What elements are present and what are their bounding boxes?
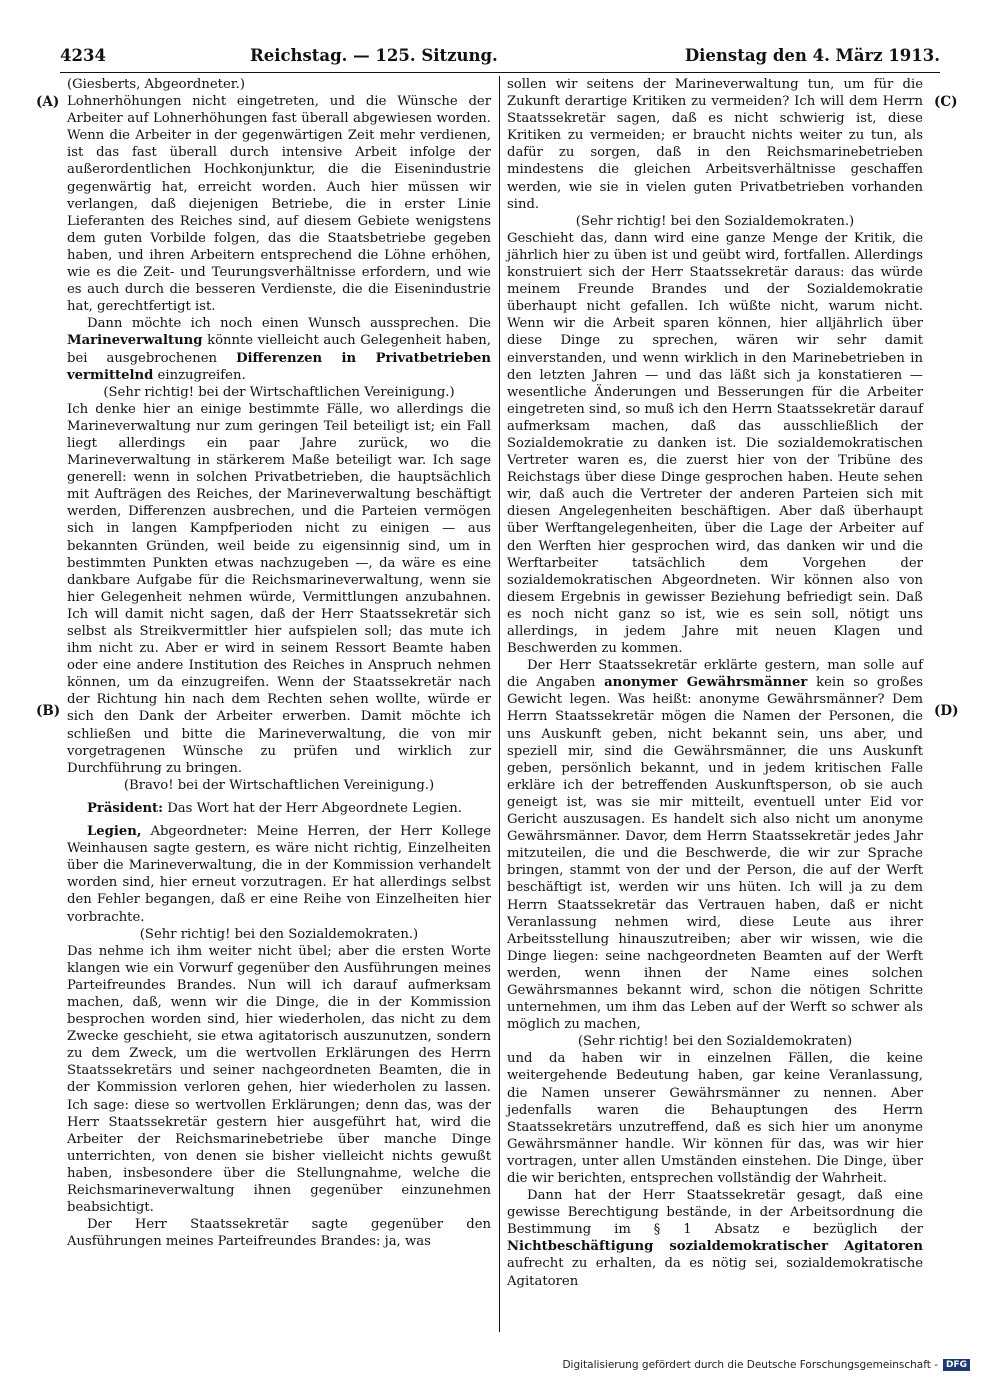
text-run: Der Herr Staatssekretär erklärte gestern, man solle auf die Angaben (507, 658, 923, 691)
column-divider (499, 76, 500, 1332)
text-run: Das Wort hat der Herr Abgeordnete Legien. (163, 800, 462, 816)
paragraph: Geschieht das, dann wird eine ganze Menge der Kritik, die jährlich hier zu üben ist und geübt wird, fortfallen. Allerdings konstruiert sich der Herr Staatssekretär daraus: das würde meinem Freunde Brandes und der Sozialdemokratie überhaupt nicht gefallen. Ich wüßte nicht, warum nicht. Wenn wir die Arbeit sparen können, hier alljährlich über diese Dinge zu sprechen, wären wir sehr damit einverstanden, und wenn wirklich in den Marinebetrieben in den letzten Jahren — und das läßt sich ja konstatieren — wesentliche Änderungen und Besserungen für die Arbeiter eingetreten sind, so muß ich den Herrn Staatssekretär darauf aufmerksam machen, daß das ausschließlich der Sozialdemokratie zu danken ist. Die sozialdemokratischen Vertreter waren es, die zuerst hier von der Tribüne des Reichstags über diese Dinge gesprochen haben. Heute sehen wir, daß auch die Vertreter der anderen Parteien sich mit diesen Angelegenheiten beschäftigen. Aber daß überhaupt über Werftangelegenheiten, über die Lage der Arbeiter auf den Werften hier gesprochen wird, das danken wir und die Werftarbeiter tatsächlich dem Vorgehen der sozialdemokratischen Abgeordneten. Wir können also von diesem Ergebnis in gewisser Beziehung befriedigt sein. Daß es noch nicht ganz so ist, wie es sein soll, nötigt uns allerdings, in jedem Jahre mit neuen Klagen und Beschwerden zu kommen. (507, 230, 923, 657)
speaker-label: Legien, (87, 824, 142, 840)
paragraph: und da haben wir in einzelnen Fällen, die keine weitergehende Bedeutung haben, gar keine Veranlassung, die Namen unserer Gewährsmänner zu nennen. Aber jedenfalls waren die Behauptungen des Herrn Staatssekretärs unzutreffend, daß es sich hier um anonyme Gewährsmänner handle. Wir können für das, was wir hier vortragen, unter allen Umständen einstehen. Die Dinge, über die wir berichten, entsprechen vollständig der Wahrheit. (507, 1051, 923, 1186)
page-header (60, 46, 940, 70)
paragraph (67, 823, 491, 926)
paragraph (67, 315, 491, 383)
page-number: 4234 (60, 46, 106, 65)
session-date: Dienstag den 4. März 1913. (684, 46, 940, 65)
margin-marker-c: (C) (934, 94, 958, 110)
interjection: (Sehr richtig! bei der Wirtschaftlichen Vereinigung.) (103, 384, 455, 400)
margin-marker-b: (B) (36, 703, 61, 719)
digitization-footer (562, 1359, 970, 1371)
text-run: Dann möchte ich noch einen Wunsch aussprechen. Die (87, 316, 491, 332)
president-statement (67, 800, 491, 817)
emphasis-text: Nichtbeschäftigung sozialdemokratischer Agitatoren (507, 1239, 923, 1255)
text-run: Abgeordneter: Meine Herren, der Herr Kollege Weinhausen sagte gestern, es wäre nicht richtig, Einzelheiten über die Marineverwaltung, die in der Kommission verhandelt worden sind, hier erneut vorzutragen. Er hat allerdings selbst den Fehler begangen, daß er eine Reihe von Einzelheiten hier vorbrachte. (67, 824, 491, 925)
margin-marker-a: (A) (36, 94, 60, 110)
paragraph (507, 657, 923, 1033)
paragraph (507, 1187, 923, 1290)
paragraph: Der Herr Staatssekretär sagte gegenüber den Ausführungen meines Parteifreundes Brandes: ja, was (67, 1217, 491, 1250)
text-run: könnte vielleicht auch Gelegenheit haben, bei ausgebrochenen (67, 333, 491, 366)
paragraph: Ich denke hier an einige bestimmte Fälle, wo allerdings die Marineverwaltung nur zum geringen Teil beteiligt ist; ein Fall liegt allerdings ein paar Jahre zurück, wo die Marineverwaltung in stärkerem Maße beteiligt war. Ich sage generell: wenn in solchen Privatbetrieben, die hauptsächlich mit Aufträgen des Reiches, der Marineverwaltung beschäftigt werden, Differenzen ausbrechen, und die Parteien vermögen sich in langen Kampfperioden nicht zu einigen — aus bekannten Gründen, weil beide zu eigensinnig sind, um in bestimmten Punkten etwas nachzugeben —, da wäre es eine dankbare Aufgabe für die Reichsmarineverwaltung, wenn sie hier Gelegenheit nehmen würde, Vermittlungen anzubahnen. Ich will damit nicht sagen, daß der Herr Staatssekretär sich selbst als Streikvermittler hier aufspielen soll; das mute ich ihm nicht zu. Aber er wird in seinem Ressort Beamte haben oder eine andere Institution des Reiches in Anspruch nehmen können, um da einzugreifen. Wenn der Staatssekretär nach der Richtung hin nach dem Rechten sehen wollte, würde er sich den Dank der Arbeiter erwerben. Damit möchte ich schließen und bitte die Marineverwaltung, die von mir vorgetragenen Wünsche zu prüfen und wirklich zur Durchführung zu bringen. (67, 401, 491, 776)
interjection: (Sehr richtig! bei den Sozialdemokraten.) (139, 926, 419, 942)
speaker-note: (Giesberts, Abgeordneter.) (67, 77, 245, 92)
text-run: Dann hat der Herr Staatssekretär gesagt, daß eine gewisse Berechtigung bestände, in der Arbeitsordnung die Bestimmung im § 1 Absatz e bezüglich der (507, 1188, 923, 1238)
left-column (67, 76, 491, 1250)
session-title: Reichstag. — 125. Sitzung. (250, 46, 498, 65)
footer-text: Digitalisierung gefördert durch die Deutsche Forschungsgemeinschaft - (562, 1359, 938, 1371)
text-run: kein so großes Gewicht legen. Was heißt: anonyme Gewährsmänner? Dem Herrn Staatssekretär mögen die Namen der Personen, die uns Auskunft geben, nicht bekannt sein, uns aber, und speziell mir, sind die Gewährsmänner, die uns Auskunft geben, persönlich bekannt, und in jedem kritischen Falle erkläre ich der betreffenden Auskunftsperson, ob sie auch geneigt ist, was sie mir mitteilt, eventuell unter Eid vor Gericht auszusagen. Es handelt sich also nicht um anonyme Gewährsmänner. Davor, dem Herrn Staatssekretär jedes Jahr mitzuteilen, die und die Beschwerde, die wir zur Sprache bringen, stammt von der und der Person, die auf der Werft beschäftigt ist, werden wir uns hüten. Ich will ja zu dem Herrn Staatssekretär das Vertrauen haben, daß er nicht Veranlassung nehmen wird, diese Leute aus ihrer Arbeitsstellung hinauszutreiben; aber wir wissen, wie die Dinge liegen: seine nachgeordneten Beamten auf der Werft werden, wenn ihnen der Name eines solchen Gewährsmannes bekannt wird, schon die nötigen Schritte unternehmen, um ihm das Leben auf der Werft so schwer als möglich zu machen, (507, 675, 923, 1033)
speaker-label: Präsident: (87, 800, 164, 816)
interjection: (Bravo! bei der Wirtschaftlichen Vereinigung.) (123, 777, 435, 793)
interjection: (Sehr richtig! bei den Sozialdemokraten.) (575, 213, 855, 229)
paragraph: Das nehme ich ihm weiter nicht übel; aber die ersten Worte klangen wie ein Vorwurf gegenüber den Ausführungen meines Parteifreundes Brandes. Nun will ich darauf aufmerksam machen, daß, wenn wir die Dinge, die in der Kommission besprochen worden sind, hier wiederholen, das nicht zu dem Zwecke geschieht, sie etwa agitatorisch auszunutzen, sondern zu dem Zweck, um die wertvollen Erklärungen des Herrn Staatssekretärs und seiner nachgeordneten Beamten, die in der Kommission verloren gehen, hier wiederholen zu lassen. Ich sage: diese so wertvollen Erklärungen; denn das, was der Herr Staatssekretär gestern hier ausgeführt hat, wird die Arbeiter der Reichsmarinebetriebe über manche Dinge unterrichten, von denen sie bisher vielleicht nichts gewußt haben, insbesondere über die Stellungnahme, welche die Reichsmarineverwaltung ihnen gegenüber einzunehmen beabsichtigt. (67, 943, 491, 1216)
emphasis-text: Differenzen in Privatbetrieben vermittelnd (67, 350, 491, 383)
emphasis-text: Marineverwaltung (67, 333, 203, 349)
interjection: (Sehr richtig! bei den Sozialdemokraten) (577, 1034, 853, 1050)
emphasis-text: anonymer Gewährsmänner (604, 675, 808, 691)
text-run: einzugreifen. (153, 367, 246, 383)
paragraph: sollen wir seitens der Marineverwaltung tun, um für die Zukunft derartige Kritiken zu vermeiden? Ich will dem Herrn Staatssekretär sagen, daß es nicht schwierig ist, diese Kritiken zu vermeiden; er braucht nichts weiter zu tun, als dafür zu sorgen, daß in den Reichsmarinebetrieben mindestens die gleichen Arbeitsverhältnisse geschaffen werden, wie sie in vielen guten Privatbetrieben vorhanden sind. (507, 77, 923, 212)
margin-marker-d: (D) (934, 703, 959, 719)
paragraph: Lohnerhöhungen nicht eingetreten, und die Wünsche der Arbeiter auf Lohnerhöhungen fast überall abgewiesen worden. Wenn die Arbeiter in der gegenwärtigen Zeit mehr verdienen, ist das fast überall durch intensive Arbeit infolge der außerordentlichen Hochkonjunktur, die die Eisenindustrie gegenwärtig hat, erreicht worden. Auch hier müssen wir verlangen, daß diejenigen Betriebe, die in erster Linie Lieferanten des Reiches sind, auf diesem Gebiete wenigstens dem guten Vorbilde folgen, das die Staatsbetriebe gegeben haben, und ihren Arbeitern entsprechend die Löhne erhöhen, wie es die Zeit- und Teurungsverhältnisse erfordern, und wie es auch durch die besseren Verdienste, die die Eisenindustrie hat, gerechtfertigt ist. (67, 94, 491, 315)
text-run: aufrecht zu erhalten, da es nötig sei, sozialdemokratische Agitatoren (507, 1256, 923, 1289)
right-column (507, 76, 923, 1290)
dfg-logo: DFG (943, 1359, 970, 1371)
header-rule (60, 72, 940, 73)
